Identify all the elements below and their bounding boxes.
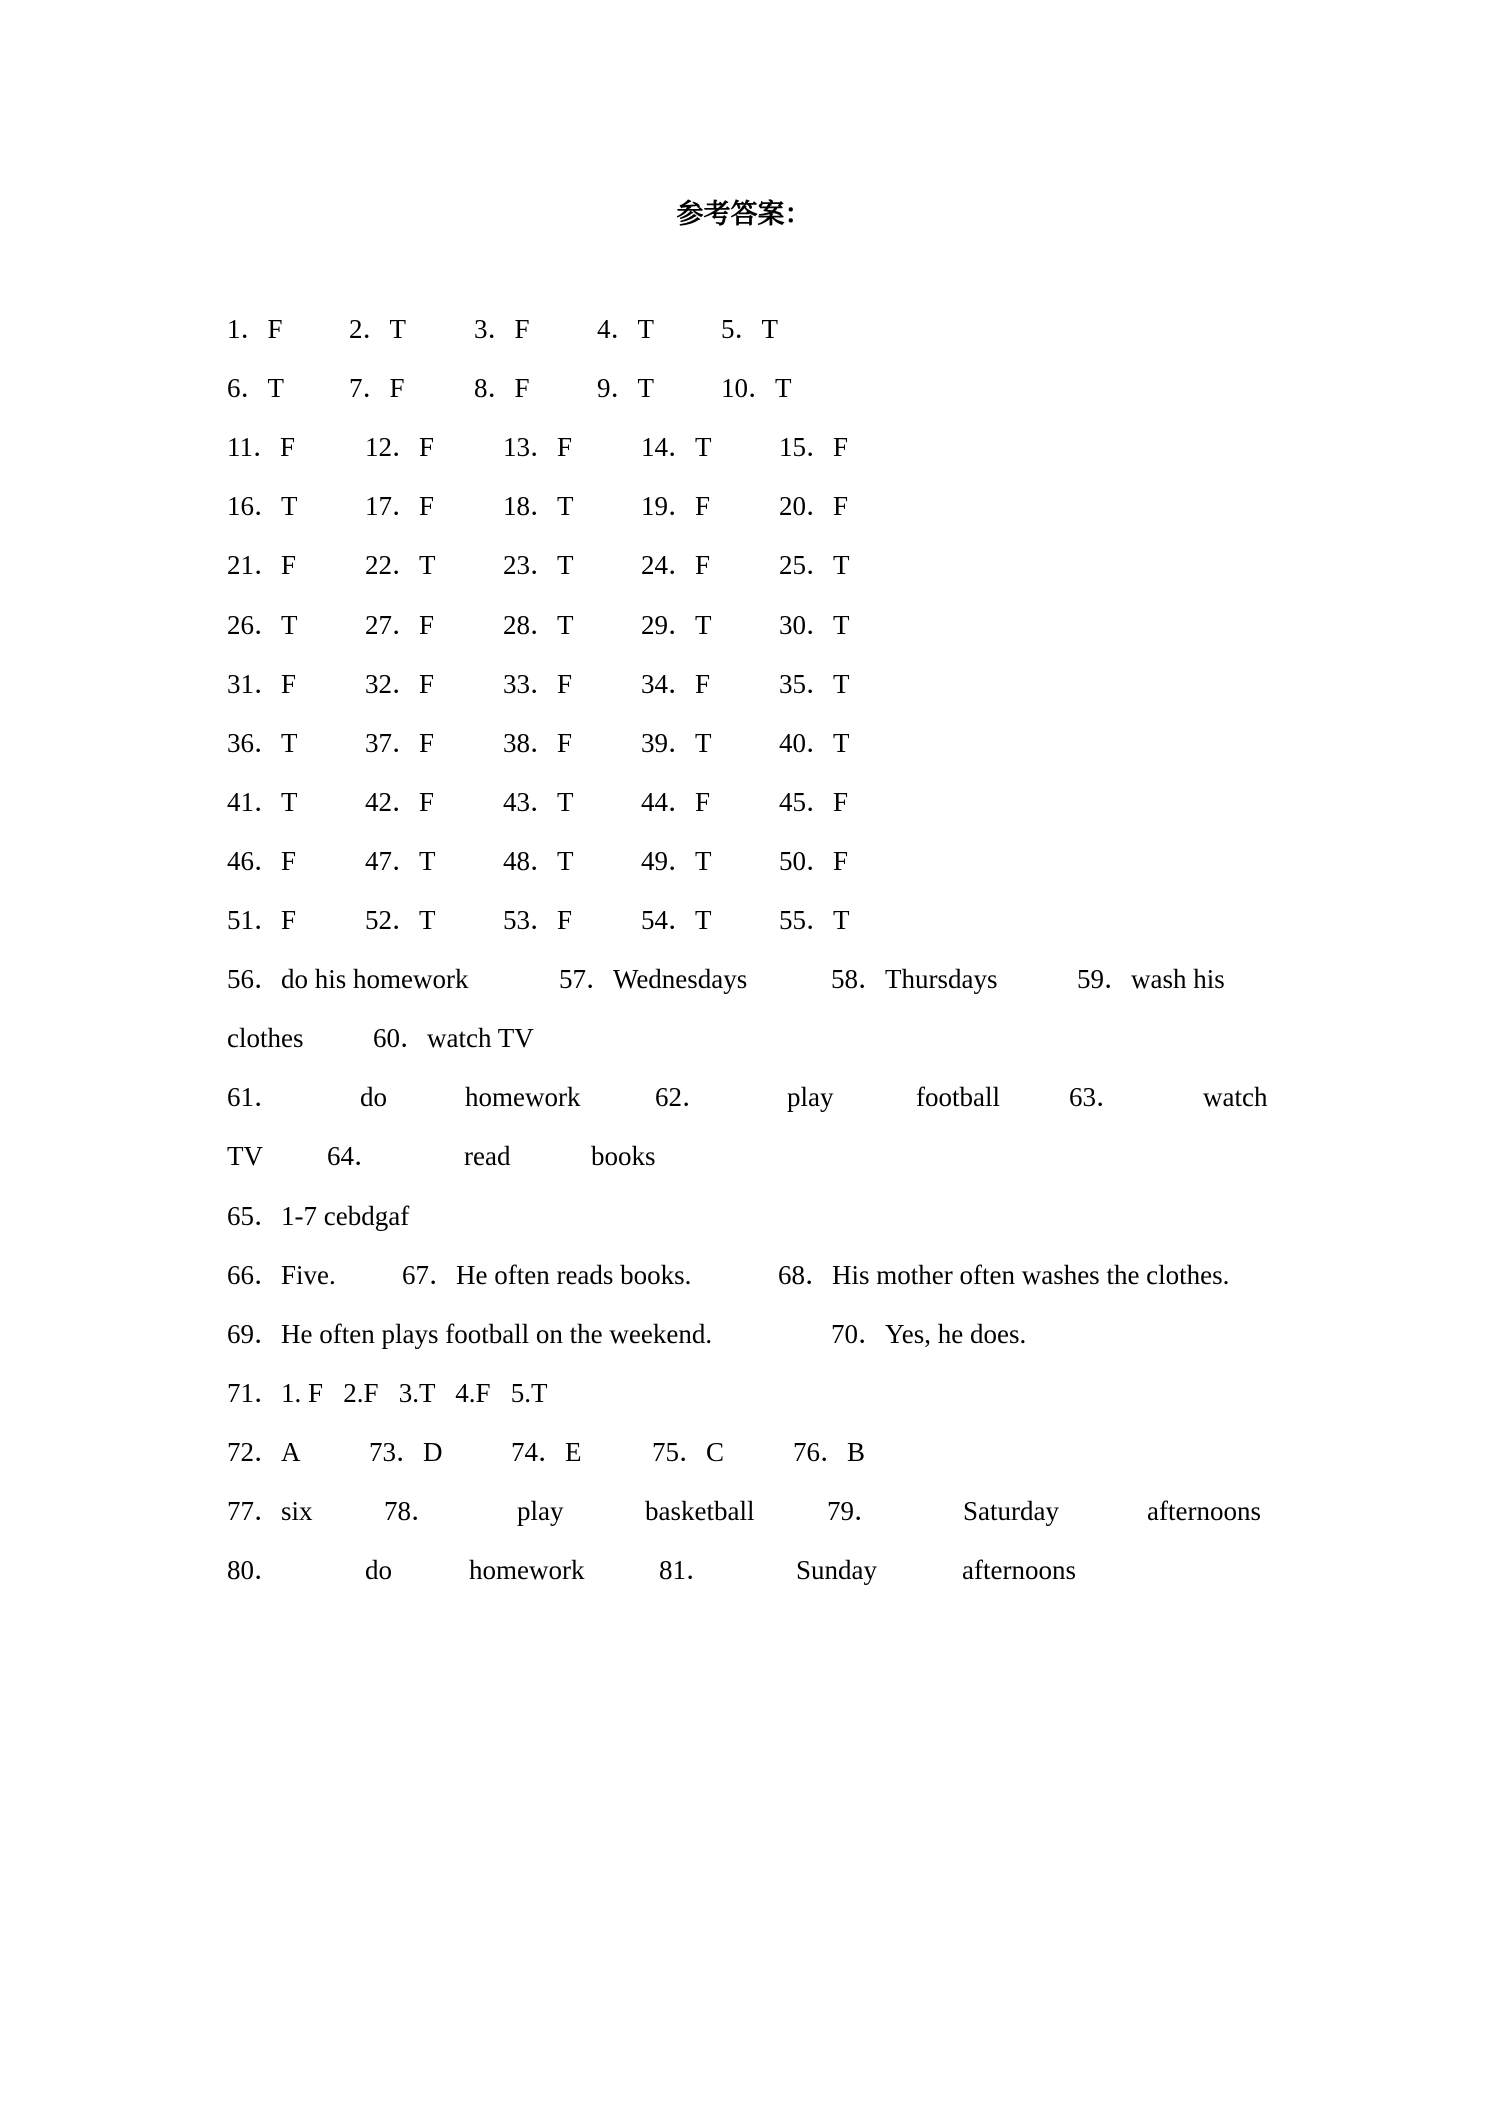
answer-item: watch: [1203, 1082, 1268, 1113]
answer-row: [0, 1196, 1488, 1236]
answer-row: [0, 309, 1488, 349]
answer-row: [0, 723, 1488, 763]
answer-item: 29．T: [641, 609, 712, 640]
answer-item: 56．do his homework: [227, 964, 469, 995]
answer-item: 65．1-7 cebdgaf: [227, 1200, 410, 1231]
answer-item: 3．F: [474, 314, 530, 344]
answer-item: 10．T: [721, 373, 792, 404]
answer-item: Saturday: [963, 1496, 1059, 1526]
answer-item: books: [591, 1141, 656, 1172]
answer-item: 38．F: [503, 727, 573, 758]
answer-item: 30．T: [779, 609, 850, 640]
answer-item: 59．wash his: [1077, 964, 1225, 995]
answer-row: [0, 368, 1488, 408]
answer-item: read: [464, 1141, 511, 1172]
answer-item: 15．F: [779, 432, 849, 463]
answer-item: 24．F: [641, 550, 711, 581]
answer-item: 1．F: [227, 314, 283, 344]
answer-item: 28．T: [503, 609, 574, 640]
answer-item: 77．six: [227, 1496, 313, 1526]
answer-item: afternoons: [962, 1555, 1076, 1586]
answer-row: [0, 1550, 1488, 1590]
page-title: 参考答案：: [676, 199, 812, 230]
answer-row: [0, 1077, 1488, 1117]
answer-item: 54．T: [641, 905, 712, 935]
answer-item: 31．F: [227, 668, 297, 699]
answer-item: 19．F: [641, 491, 711, 522]
answer-row: [0, 545, 1488, 585]
answer-row: [0, 1314, 1488, 1354]
answer-row: [0, 1491, 1488, 1531]
answer-row: [0, 841, 1488, 881]
answer-item: 12．F: [365, 432, 435, 463]
answer-row: [0, 782, 1488, 822]
answer-item: 14．T: [641, 432, 712, 463]
answer-item: 51．F: [227, 905, 297, 935]
answer-item: 68．His mother often washes the clothes.: [778, 1259, 1230, 1290]
answer-item: Sunday: [796, 1555, 877, 1586]
answer-item: basketball: [645, 1496, 755, 1526]
answer-item: 74．E: [511, 1436, 582, 1467]
answer-item: 48．T: [503, 845, 574, 876]
answer-item: 43．T: [503, 786, 574, 817]
answer-item: 8．F: [474, 373, 530, 404]
answer-item: 32．F: [365, 668, 435, 699]
answer-row: [0, 900, 1488, 940]
answer-item: 13．F: [503, 432, 573, 463]
answer-item: 53．F: [503, 905, 573, 935]
answer-item: 58．Thursdays: [831, 964, 998, 995]
answer-row: [0, 1373, 1488, 1413]
answer-item: 44．F: [641, 786, 711, 817]
answer-item: 57．Wednesdays: [559, 964, 748, 995]
answer-item: 63．: [1069, 1082, 1123, 1113]
answer-row: [0, 664, 1488, 704]
answer-item: 16．T: [227, 491, 298, 522]
answer-item: 66．Five.: [227, 1259, 336, 1290]
answer-item: 50．F: [779, 845, 849, 876]
answer-item: 17．F: [365, 491, 435, 522]
answer-item: afternoons: [1147, 1496, 1261, 1526]
answer-row: [0, 486, 1488, 526]
answer-item: 26．T: [227, 609, 298, 640]
answer-item: 62．: [655, 1082, 709, 1113]
answer-row: [0, 1432, 1488, 1472]
answer-item: 49．T: [641, 845, 712, 876]
answer-item: 55．T: [779, 905, 850, 935]
answer-item: 35．T: [779, 668, 850, 699]
answer-item: 4．T: [597, 314, 654, 344]
answer-item: 69．He often plays football on the weekend.: [227, 1318, 713, 1349]
answer-item: 67．He often reads books.: [402, 1259, 692, 1290]
answer-item: 45．F: [779, 786, 849, 817]
answer-item: 75．C: [652, 1436, 725, 1467]
answer-item: 20．F: [779, 491, 849, 522]
answer-item: 64．: [327, 1141, 381, 1172]
answer-item: do: [360, 1082, 387, 1113]
answer-item: 42．F: [365, 786, 435, 817]
answer-item: 5．T: [721, 314, 778, 344]
answer-item: 73．D: [369, 1436, 443, 1467]
answer-item: football: [916, 1082, 1000, 1113]
answer-item: 21．F: [227, 550, 297, 581]
answer-item: 11．F: [227, 432, 296, 463]
answer-row: [0, 1018, 1488, 1058]
answer-item: 46．F: [227, 845, 297, 876]
answer-item: homework: [465, 1082, 581, 1113]
answer-item: 72．A: [227, 1436, 301, 1467]
answer-row: [0, 605, 1488, 645]
answer-item: 41．T: [227, 786, 298, 817]
answer-item: 9．T: [597, 373, 654, 404]
answer-item: 47．T: [365, 845, 436, 876]
answer-item: 34．F: [641, 668, 711, 699]
answer-item: 78．: [384, 1496, 438, 1526]
answer-row: [0, 427, 1488, 467]
answer-item: 60．watch TV: [373, 1023, 534, 1054]
answer-item: do: [365, 1555, 392, 1586]
answer-item: 79．: [827, 1496, 881, 1526]
answer-item: 40．T: [779, 727, 850, 758]
answer-item: 52．T: [365, 905, 436, 935]
answer-item: 61．: [227, 1082, 281, 1113]
answer-item: 25．T: [779, 550, 850, 581]
answer-item: 36．T: [227, 727, 298, 758]
answer-item: 7．F: [349, 373, 405, 404]
answer-item: 76．B: [793, 1436, 866, 1467]
answer-item: 2．T: [349, 314, 406, 344]
answer-item: 6．T: [227, 373, 284, 404]
answer-item: clothes: [227, 1023, 304, 1054]
answer-item: 23．T: [503, 550, 574, 581]
answer-item: homework: [469, 1555, 585, 1586]
answer-row: [0, 1255, 1488, 1295]
answer-item: 27．F: [365, 609, 435, 640]
answer-item: TV: [227, 1141, 263, 1172]
answer-item: 18．T: [503, 491, 574, 522]
answer-item: 81．: [659, 1555, 713, 1586]
answer-item: 33．F: [503, 668, 573, 699]
answer-row: [0, 959, 1488, 999]
answer-row: [0, 1136, 1488, 1176]
answer-item: play: [787, 1082, 834, 1113]
answer-item: 22．T: [365, 550, 436, 581]
answer-item: 71．1. F 2.F 3.T 4.F 5.T: [227, 1377, 548, 1408]
answer-item: 39．T: [641, 727, 712, 758]
answer-item: 70．Yes, he does.: [831, 1318, 1027, 1349]
answer-item: play: [517, 1496, 564, 1526]
answer-item: 37．F: [365, 727, 435, 758]
answer-item: 80．: [227, 1555, 281, 1586]
